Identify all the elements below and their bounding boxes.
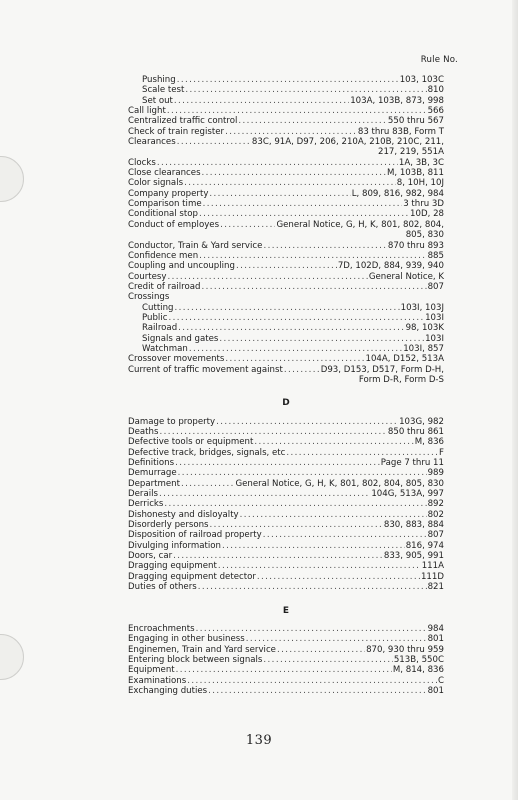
entry-rule-refs: 83 thru 83B, Form T	[357, 126, 444, 137]
entry-rule-refs: 513B, 550C	[393, 654, 444, 665]
index-entry	[128, 551, 444, 561]
dot-leader	[202, 282, 427, 292]
dot-leader	[238, 116, 387, 126]
entry-term: Dragging equipment	[128, 561, 217, 572]
dot-leader	[246, 634, 427, 644]
entry-term: Close clearances	[128, 168, 201, 179]
dot-leader	[174, 303, 399, 313]
dot-leader	[263, 655, 392, 665]
dot-leader	[263, 530, 427, 540]
index-entry	[128, 272, 444, 282]
index-entry	[128, 427, 444, 437]
index-entry	[128, 116, 444, 126]
entry-rule-refs: General Notice, G, H, K, 801, 802, 804, 805, 830	[235, 478, 444, 489]
index-entry	[128, 541, 444, 551]
entry-rule-refs: 103G, 982	[399, 416, 444, 427]
dot-leader	[173, 551, 383, 561]
entry-rule-refs: M, 103B, 811	[386, 168, 444, 179]
index-entry	[128, 572, 444, 582]
index-entry	[128, 510, 444, 520]
index-entry	[128, 634, 444, 644]
index-entry	[128, 168, 444, 178]
index-entry	[128, 448, 444, 458]
dot-leader	[236, 261, 337, 271]
index-entry	[128, 582, 444, 592]
dot-leader	[216, 417, 398, 427]
index-entry	[128, 520, 444, 530]
index-entry	[128, 530, 444, 540]
entry-term: Duties of others	[128, 582, 197, 593]
section-letter: E	[282, 605, 290, 616]
entry-rule-refs: 103I, 103J	[400, 302, 444, 313]
index-entry	[128, 365, 444, 375]
entry-term: Damage to property	[128, 416, 216, 427]
dot-leader	[257, 572, 420, 582]
entry-term: Disposition of railroad property	[128, 530, 262, 541]
index-entry	[128, 468, 444, 478]
entry-rule-refs: 103A, 103B, 873, 998	[350, 95, 444, 106]
entry-rule-refs: 104G, 513A, 997	[371, 489, 444, 500]
index-entry	[128, 292, 444, 302]
entry-rule-refs: 3 thru 3D	[403, 199, 444, 210]
entry-term: Derails	[128, 489, 158, 500]
entry-rule-refs: F	[439, 447, 444, 458]
entry-rule-refs: 111A	[421, 561, 444, 572]
dot-leader	[199, 209, 409, 219]
dot-leader	[219, 334, 424, 344]
entry-term: Deaths	[128, 427, 159, 437]
dot-leader	[177, 75, 399, 85]
entry-rule-refs-continued: 217, 219, 551A	[377, 147, 444, 158]
entry-term: Enginemen, Train and Yard service	[128, 644, 276, 655]
entry-rule-refs: 816, 974	[405, 540, 444, 551]
index-entry	[128, 313, 444, 323]
entry-term: Conditional stop	[128, 209, 198, 220]
index-entry	[128, 561, 444, 571]
index-entry	[128, 655, 444, 665]
dot-leader	[202, 168, 386, 178]
page-number: 139	[245, 733, 273, 748]
entry-term: Disorderly persons	[128, 520, 209, 531]
index-entry	[128, 354, 444, 364]
dot-leader	[178, 323, 404, 333]
entry-rule-refs: M, 836	[414, 437, 444, 448]
entry-term: Watchman	[142, 343, 188, 354]
dot-leader	[167, 106, 427, 116]
index-entry	[128, 189, 444, 199]
index-entry	[128, 344, 444, 354]
entry-term: Coupling and uncoupling	[128, 261, 235, 272]
dot-leader	[176, 665, 392, 675]
index-entry	[128, 686, 444, 696]
rule-index	[128, 75, 444, 696]
dot-leader	[167, 272, 367, 282]
entry-term: Confidence men	[128, 250, 199, 261]
entry-term: Call light	[128, 106, 166, 117]
index-entry	[128, 489, 444, 499]
index-entry	[128, 209, 444, 219]
dot-leader	[210, 520, 383, 530]
index-entry	[128, 251, 444, 261]
entry-term: Demurrage	[128, 468, 177, 479]
dot-leader	[286, 448, 438, 458]
index-entry	[128, 624, 444, 634]
index-entry	[128, 499, 444, 509]
entry-term: Public	[142, 312, 168, 323]
entry-term: Set out	[142, 95, 173, 106]
index-entry	[128, 282, 444, 292]
index-entry	[128, 96, 444, 106]
dot-leader	[218, 561, 421, 571]
dot-leader	[168, 313, 424, 323]
index-entry	[128, 106, 444, 116]
entry-term: Pushing	[142, 75, 176, 85]
entry-rule-refs: General Notice, G, H, K, 801, 802, 804,	[276, 219, 444, 230]
entry-term: Courtesy	[128, 271, 167, 282]
entry-rule-refs: 104A, D152, 513A	[365, 354, 444, 365]
entry-term: Encroachments	[128, 623, 195, 634]
entry-term: Credit of railroad	[128, 281, 201, 292]
dot-leader	[203, 199, 403, 209]
dot-leader	[185, 85, 426, 95]
entry-rule-refs: 801	[427, 634, 444, 645]
dot-leader	[225, 354, 364, 364]
index-entry	[128, 85, 444, 95]
dot-leader	[187, 676, 437, 686]
entry-term: Clearances	[128, 137, 176, 148]
entry-rule-refs-continued: Form D-R, Form D-S	[358, 374, 444, 385]
entry-term: Defective tools or equipment	[128, 437, 254, 448]
dot-leader	[159, 489, 370, 499]
entry-rule-refs: 103I	[425, 333, 444, 344]
entry-term: Examinations	[128, 675, 187, 686]
entry-term: Doors, car	[128, 551, 173, 562]
entry-rule-refs: Page 7 thru 11	[380, 458, 444, 469]
index-entry	[128, 137, 444, 147]
entry-rule-refs: 550 thru 567	[387, 116, 444, 127]
entry-rule-refs: C	[437, 675, 444, 686]
entry-rule-refs: 1A, 3B, 3C	[398, 157, 444, 168]
entry-term: Defective track, bridges, signals, etc	[128, 447, 286, 458]
entry-rule-refs: 566	[427, 106, 444, 117]
entry-rule-refs: 8, 10H, 10J	[396, 178, 444, 189]
entry-term: Entering block between signals	[128, 654, 263, 665]
entry-rule-refs: 810	[427, 85, 444, 96]
entry-rule-refs: 892	[427, 499, 444, 510]
index-entry	[128, 458, 444, 468]
binder-hole-bottom	[0, 634, 24, 680]
entry-rule-refs: 830, 883, 884	[383, 520, 444, 531]
page-edge-shadow	[512, 0, 518, 800]
index-entry	[128, 241, 444, 251]
entry-rule-refs: 103I	[425, 312, 444, 323]
entry-term: Scale test	[142, 85, 185, 96]
index-entry	[128, 437, 444, 447]
dot-leader	[208, 686, 426, 696]
index-entry	[128, 158, 444, 168]
entry-term: Conduct of employes	[128, 219, 220, 230]
dot-leader	[175, 458, 380, 468]
dot-leader	[157, 158, 398, 168]
entry-rule-refs: M, 814, 836	[392, 665, 444, 676]
entry-term: Comparison time	[128, 199, 202, 210]
entry-term: Cutting	[142, 302, 174, 313]
entry-rule-refs: 111D	[420, 571, 444, 582]
index-entry	[128, 303, 444, 313]
dot-leader	[254, 437, 413, 447]
rule-no-header: Rule No.	[420, 55, 458, 65]
entry-term: Definitions	[128, 458, 175, 469]
dot-leader	[159, 427, 386, 437]
index-entry	[128, 127, 444, 137]
entry-term: Centralized traffic control	[128, 116, 238, 127]
entry-term: Dishonesty and disloyalty	[128, 509, 239, 520]
index-entry	[128, 261, 444, 271]
entry-rule-refs: L, 809, 816, 982, 984	[351, 188, 444, 199]
entry-term: Company property	[128, 188, 209, 199]
entry-rule-refs: 807	[427, 281, 444, 292]
dot-leader	[263, 241, 386, 251]
entry-rule-refs: 870 thru 893	[387, 240, 444, 251]
entry-rule-refs: 833, 905, 991	[383, 551, 444, 562]
entry-rule-refs: D93, D153, D517, Form D-H,	[320, 364, 444, 375]
entry-term: Conductor, Train & Yard service	[128, 240, 263, 251]
index-entry	[128, 75, 444, 85]
entry-term: Divulging information	[128, 540, 221, 551]
dot-leader	[277, 645, 365, 655]
entry-term: Current of traffic movement against	[128, 364, 283, 375]
dot-leader	[199, 251, 426, 261]
index-entry	[128, 645, 444, 655]
entry-term: Equipment	[128, 665, 175, 676]
entry-rule-refs: 850 thru 861	[387, 427, 444, 437]
entry-rule-refs: 98, 103K	[405, 323, 444, 334]
entry-term: Department	[128, 478, 181, 489]
index-entry	[128, 220, 444, 230]
entry-term: Dragging equipment detector	[128, 571, 256, 582]
entry-rule-refs: 103I, 857	[403, 343, 444, 354]
dot-leader	[164, 499, 426, 509]
dot-leader	[174, 96, 349, 106]
entry-term: Engaging in other business	[128, 634, 245, 645]
dot-leader	[189, 344, 402, 354]
entry-rule-refs: 103, 103C	[399, 75, 444, 85]
entry-rule-refs: General Notice, K	[368, 271, 444, 282]
entry-rule-refs: 885	[427, 250, 444, 261]
dot-leader	[284, 365, 320, 375]
entry-rule-refs: 870, 930 thru 959	[366, 644, 444, 655]
entry-rule-refs: 801	[427, 685, 444, 696]
dot-leader	[178, 468, 427, 478]
entry-term: Clocks	[128, 157, 156, 168]
entry-term: Derricks	[128, 499, 164, 510]
entry-term: Signals and gates	[142, 333, 219, 344]
entry-rule-refs: 802	[427, 509, 444, 520]
dot-leader	[198, 582, 427, 592]
index-entry	[128, 417, 444, 427]
dot-leader	[184, 178, 396, 188]
dot-leader	[240, 510, 427, 520]
entry-rule-refs: 10D, 28	[410, 209, 444, 220]
entry-rule-refs: 821	[427, 582, 444, 593]
dot-leader	[181, 479, 234, 489]
entry-term: Crossings	[128, 292, 170, 303]
index-entry	[128, 479, 444, 489]
dot-leader	[177, 137, 251, 147]
entry-rule-refs: 807	[427, 530, 444, 541]
entry-term: Color signals	[128, 178, 184, 189]
entry-rule-refs-continued: 805, 830	[405, 230, 444, 241]
entry-term: Exchanging duties	[128, 685, 208, 696]
entry-rule-refs: 83C, 91A, D97, 206, 210A, 210B, 210C, 211,	[251, 137, 444, 148]
dot-leader	[220, 220, 275, 230]
index-entry	[128, 323, 444, 333]
entry-term: Check of train register	[128, 126, 225, 137]
entry-rule-refs: 984	[427, 623, 444, 634]
section-letter: D	[282, 398, 290, 409]
index-entry	[128, 199, 444, 209]
index-entry	[128, 334, 444, 344]
binder-hole-top	[0, 156, 24, 202]
dot-leader	[222, 541, 405, 551]
dot-leader	[225, 127, 357, 137]
dot-leader	[196, 624, 427, 634]
entry-term: Railroad	[142, 323, 178, 334]
entry-term: Crossover movements	[128, 354, 225, 365]
entry-rule-refs: 7D, 102D, 884, 939, 940	[337, 261, 444, 272]
dot-leader	[209, 189, 350, 199]
index-entry	[128, 178, 444, 188]
index-entry	[128, 665, 444, 675]
index-entry	[128, 676, 444, 686]
entry-rule-refs: 989	[427, 468, 444, 479]
